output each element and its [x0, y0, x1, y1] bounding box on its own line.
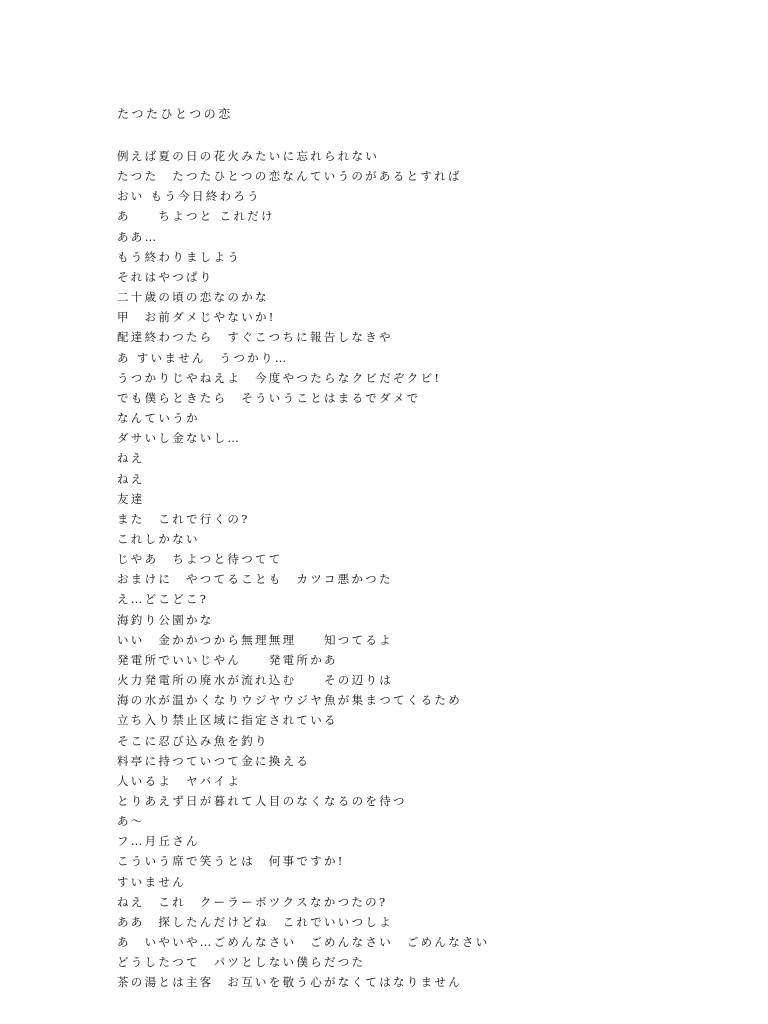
transcript-line: うつかりじやねえよ 今度やつたらなクビだぞクビ!: [117, 370, 442, 385]
transcript-line: 海釣り公園かな: [117, 612, 214, 627]
transcript-line: じやあ ちよつと待つてて: [117, 552, 283, 567]
transcript-line: 友達: [117, 491, 145, 506]
transcript-line: あ すいません うつかり…: [117, 350, 289, 365]
transcript-line: フ…月丘さん: [117, 834, 200, 849]
transcript-line: どうしたつて パツとしない僕らだつた: [117, 955, 366, 970]
transcript-line: 発電所でいいじやん 発電所かあ: [117, 652, 338, 667]
transcript-lines: [117, 146, 737, 993]
transcript-line: ねえ: [117, 471, 145, 486]
transcript-line: もう終わりましよう: [117, 249, 242, 264]
transcript-line: ああ 探したんだけどね これでいいつしよ: [117, 914, 393, 929]
transcript-line: これしかない: [117, 531, 200, 546]
transcript-line: とりあえず日が暮れて人目のなくなるのを待つ: [117, 794, 407, 808]
transcript-line: おい もう今日終わろう: [117, 189, 261, 204]
transcript-line: たつた たつたひとつの恋なんていうのがあるとすれば: [117, 169, 462, 184]
transcript-line: それはやつぱり: [117, 269, 214, 284]
document-title: たつたひとつの恋: [117, 107, 233, 121]
transcript-line: あ ちよつと これだけ: [117, 209, 275, 224]
transcript-line: 配達終わつたら すぐこつちに報告しなきや: [117, 330, 393, 345]
transcript-line: え…どこどこ?: [117, 592, 209, 607]
transcript-line: おまけに やつてることも カツコ悪かつた: [117, 572, 393, 587]
transcript-line: あ〜: [117, 814, 145, 829]
transcript-line: 甲 お前ダメじやないか!: [117, 310, 276, 325]
transcript-line: 火力発電所の廃水が流れ込む その辺りは: [117, 673, 393, 688]
transcript-line: 人いるよ ヤバイよ: [117, 773, 242, 788]
transcript-line: ああ…: [117, 229, 159, 244]
transcript-line: 二十歳の頃の恋なのかな: [117, 290, 269, 305]
document-page: [117, 104, 737, 993]
transcript-line: すいません: [117, 874, 186, 889]
transcript-line: いい 金かかつから無理無理 知つてるよ: [117, 632, 393, 647]
transcript-line: 例えば夏の日の花火みたいに忘れられない: [117, 149, 380, 163]
transcript-line: あ いやいや…ごめんなさい ごめんなさい ごめんなさい: [117, 935, 490, 950]
transcript-line: なんていうか: [117, 411, 200, 426]
transcript-line: また これで行くの?: [117, 511, 250, 526]
transcript-line: ねえ: [117, 451, 145, 466]
transcript-line: 料亭に持つていつて金に換える: [117, 753, 311, 768]
transcript-line: でも僕らときたら そういうことはまるでダメで: [117, 390, 421, 405]
transcript-line: 海の水が温かくなりウジヤウジヤ魚が集まつてくるため: [117, 693, 462, 708]
transcript-line: 茶の湯とは主客 お互いを敬う心がなくてはなりません: [117, 975, 462, 990]
transcript-line: そこに忍び込み魚を釣り: [117, 733, 269, 748]
transcript-line: ねえ これ クーラーボツクスなかつたの?: [117, 894, 388, 909]
transcript-line: 立ち入り禁止区域に指定されている: [117, 713, 338, 728]
transcript-line: こういう席で笑うとは 何事ですか!: [117, 854, 345, 869]
transcript-line: ダサいし金ないし…: [117, 431, 242, 446]
